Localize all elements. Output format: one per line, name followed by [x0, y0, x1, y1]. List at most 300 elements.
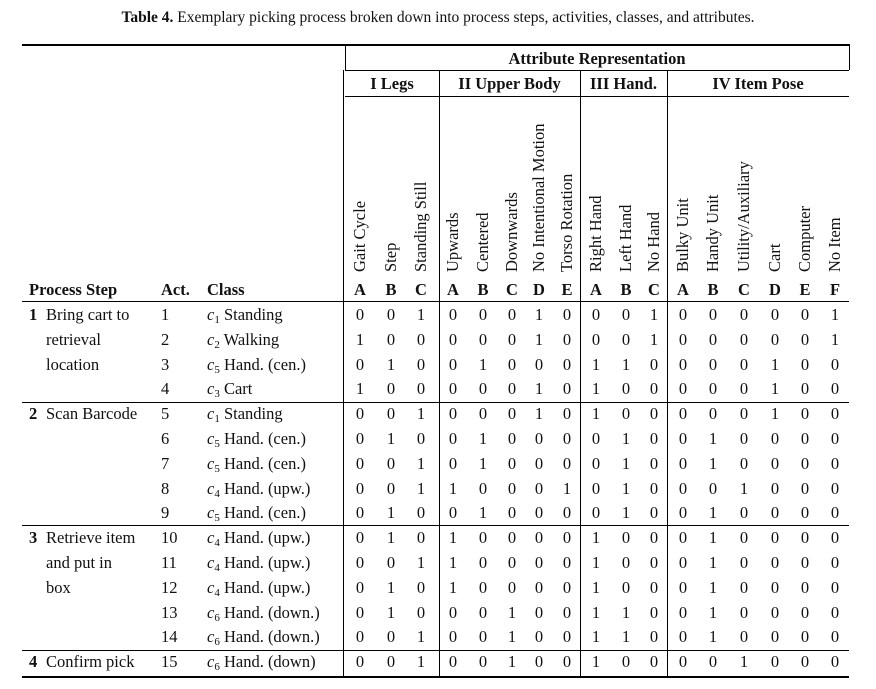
- value-cell: 0: [678, 627, 688, 647]
- value-cell: 0: [386, 652, 396, 672]
- value-cell: 1: [591, 354, 601, 374]
- class-var: c: [207, 305, 215, 324]
- attribute-label: Left Hand: [616, 204, 635, 272]
- column-letter: B: [707, 280, 719, 299]
- act-number: 13: [161, 602, 178, 622]
- value-cell: 0: [507, 577, 517, 597]
- value-cell: 1: [416, 652, 426, 672]
- value-cell: 0: [649, 429, 659, 448]
- class-subscript: 5: [214, 462, 220, 475]
- value-cell: 1: [591, 652, 601, 672]
- act-number: 9: [161, 503, 170, 523]
- class-name: Standing: [219, 404, 283, 424]
- value-cell: 1: [355, 379, 365, 399]
- value-cell: 0: [708, 404, 718, 424]
- value-cell: 0: [800, 453, 810, 473]
- column-letter: E: [561, 280, 573, 299]
- value-cell: 0: [830, 652, 840, 672]
- value-cell: 0: [355, 478, 365, 498]
- value-cell: 0: [448, 354, 458, 374]
- value-cell: 0: [830, 453, 840, 473]
- class-name: Hand. (cen.): [219, 453, 306, 473]
- value-cell: 0: [534, 602, 544, 622]
- step-label: location: [46, 354, 100, 374]
- value-cell: 0: [621, 379, 631, 399]
- value-cell: 0: [770, 329, 780, 349]
- value-cell: 0: [708, 478, 718, 498]
- value-cell: 0: [830, 379, 840, 399]
- value-cell: 0: [800, 503, 810, 523]
- value-cell: 1: [386, 528, 396, 548]
- act-number: 15: [161, 652, 178, 672]
- value-cell: 1: [534, 404, 544, 424]
- column-letter: A: [590, 280, 602, 299]
- header-class: Class: [207, 280, 245, 299]
- value-cell: 0: [534, 429, 544, 448]
- value-cell: 1: [416, 305, 426, 324]
- act-number: 1: [161, 305, 170, 324]
- attribute-label: Gait Cycle: [350, 200, 369, 272]
- class-label: [207, 652, 316, 677]
- value-cell: 0: [534, 627, 544, 647]
- value-cell: 0: [739, 453, 749, 473]
- value-cell: 0: [800, 528, 810, 548]
- value-cell: 0: [507, 553, 517, 572]
- value-cell: 0: [507, 404, 517, 424]
- value-cell: 0: [562, 577, 572, 597]
- value-cell: 0: [621, 577, 631, 597]
- value-cell: 1: [386, 429, 396, 448]
- value-cell: 0: [562, 627, 572, 647]
- value-cell: 1: [355, 329, 365, 349]
- column-letter: D: [769, 280, 781, 299]
- value-cell: 0: [448, 305, 458, 324]
- act-number: 8: [161, 478, 170, 498]
- step-number: 4: [29, 652, 38, 672]
- class-var: c: [207, 453, 215, 473]
- value-cell: 0: [621, 528, 631, 548]
- step-divider: [22, 650, 849, 651]
- class-name: Hand. (down.): [219, 627, 320, 647]
- value-cell: 1: [591, 404, 601, 424]
- class-name: Hand. (down.): [219, 602, 320, 622]
- value-cell: 0: [562, 404, 572, 424]
- value-cell: 0: [678, 528, 688, 548]
- step-label: Bring cart to: [46, 305, 130, 324]
- attribute-label: Computer: [795, 206, 814, 272]
- value-cell: 1: [534, 379, 544, 399]
- step-label: and put in: [46, 553, 112, 572]
- class-subscript: 3: [214, 388, 220, 401]
- value-cell: 1: [708, 429, 718, 448]
- value-cell: 0: [562, 528, 572, 548]
- value-cell: 1: [830, 305, 840, 324]
- super-header: Attribute Representation: [508, 49, 686, 68]
- header-act: Act.: [161, 280, 190, 299]
- value-cell: 0: [739, 627, 749, 647]
- group-header: I Legs: [370, 74, 414, 93]
- value-cell: 0: [678, 453, 688, 473]
- value-cell: 0: [800, 305, 810, 324]
- value-cell: 1: [621, 429, 631, 448]
- class-var: c: [207, 429, 215, 448]
- value-cell: 0: [386, 305, 396, 324]
- value-cell: 1: [591, 577, 601, 597]
- value-cell: 1: [386, 602, 396, 622]
- group-header: III Hand.: [590, 74, 657, 93]
- value-cell: 1: [770, 354, 780, 374]
- value-cell: 0: [562, 553, 572, 572]
- value-cell: 0: [448, 404, 458, 424]
- value-cell: 1: [621, 478, 631, 498]
- value-cell: 0: [386, 453, 396, 473]
- class-var: c: [207, 602, 215, 622]
- class-var: c: [207, 478, 215, 498]
- value-cell: 0: [448, 453, 458, 473]
- value-cell: 0: [416, 528, 426, 548]
- value-cell: 0: [678, 379, 688, 399]
- column-divider: [849, 44, 850, 70]
- value-cell: 0: [534, 503, 544, 523]
- caption-label: Table 4.: [121, 9, 174, 26]
- value-cell: 0: [830, 503, 840, 523]
- value-cell: 0: [416, 429, 426, 448]
- class-name: Hand. (cen.): [219, 429, 306, 448]
- value-cell: 1: [448, 553, 458, 572]
- value-cell: 0: [708, 329, 718, 349]
- step-label: Scan Barcode: [46, 404, 138, 424]
- class-label: [207, 578, 310, 603]
- value-cell: 0: [649, 652, 659, 672]
- group-header: II Upper Body: [458, 74, 561, 93]
- value-cell: 0: [478, 305, 488, 324]
- class-var: c: [207, 553, 215, 572]
- value-cell: 0: [739, 503, 749, 523]
- caption-text: Exemplary picking process broken down into process steps, activities, classes, and attributes.: [177, 9, 755, 26]
- header-process-step: Process Step: [29, 280, 118, 299]
- class-subscript: 4: [214, 487, 220, 500]
- class-subscript: 2: [214, 338, 220, 351]
- value-cell: 0: [355, 503, 365, 523]
- value-cell: 1: [708, 577, 718, 597]
- act-number: 3: [161, 354, 170, 374]
- attribute-label: No Item: [825, 217, 844, 272]
- value-cell: 0: [739, 577, 749, 597]
- value-cell: 0: [621, 652, 631, 672]
- act-number: 11: [161, 553, 177, 572]
- value-cell: 0: [678, 503, 688, 523]
- value-cell: 0: [416, 602, 426, 622]
- value-cell: 0: [591, 478, 601, 498]
- column-letter: C: [506, 280, 518, 299]
- value-cell: 0: [770, 577, 780, 597]
- class-label: [207, 330, 279, 355]
- value-cell: 0: [355, 305, 365, 324]
- value-cell: 0: [739, 429, 749, 448]
- value-cell: 1: [534, 329, 544, 349]
- value-cell: 0: [770, 503, 780, 523]
- value-cell: 1: [478, 429, 488, 448]
- value-cell: 0: [478, 478, 488, 498]
- act-number: 5: [161, 404, 170, 424]
- value-cell: 1: [416, 404, 426, 424]
- value-cell: 0: [678, 305, 688, 324]
- value-cell: 1: [591, 379, 601, 399]
- value-cell: 1: [739, 478, 749, 498]
- value-cell: 1: [591, 627, 601, 647]
- act-number: 7: [161, 453, 170, 473]
- value-cell: 0: [739, 528, 749, 548]
- value-cell: 0: [448, 379, 458, 399]
- attribute-label: Utility/Auxiliary: [734, 161, 753, 272]
- value-cell: 0: [678, 652, 688, 672]
- value-cell: 0: [800, 379, 810, 399]
- value-cell: 1: [478, 503, 488, 523]
- value-cell: 0: [739, 354, 749, 374]
- column-letter: B: [620, 280, 632, 299]
- class-label: [207, 479, 310, 504]
- value-cell: 0: [355, 404, 365, 424]
- class-subscript: 6: [214, 661, 220, 674]
- value-cell: 0: [478, 404, 488, 424]
- attribute-label: Bulky Unit: [673, 198, 692, 272]
- value-cell: 1: [534, 305, 544, 324]
- attribute-label: Upwards: [443, 212, 462, 272]
- attribute-label: Handy Unit: [703, 194, 722, 272]
- value-cell: 1: [708, 602, 718, 622]
- step-number: 1: [29, 305, 38, 324]
- column-letter: C: [738, 280, 750, 299]
- value-cell: 0: [649, 627, 659, 647]
- value-cell: 0: [478, 379, 488, 399]
- value-cell: 1: [649, 305, 659, 324]
- value-cell: 0: [355, 453, 365, 473]
- value-cell: 0: [708, 652, 718, 672]
- value-cell: 0: [678, 577, 688, 597]
- attribute-label: Standing Still: [411, 181, 430, 272]
- step-divider: [22, 402, 849, 403]
- value-cell: 0: [800, 652, 810, 672]
- value-cell: 0: [800, 577, 810, 597]
- value-cell: 0: [478, 627, 488, 647]
- class-name: Standing: [219, 305, 283, 324]
- value-cell: 1: [448, 528, 458, 548]
- step-number: 3: [29, 528, 38, 548]
- value-cell: 1: [591, 553, 601, 572]
- value-cell: 0: [800, 354, 810, 374]
- value-cell: 0: [649, 577, 659, 597]
- value-cell: 0: [448, 503, 458, 523]
- class-label: [207, 379, 252, 404]
- value-cell: 0: [562, 379, 572, 399]
- class-subscript: 5: [214, 438, 220, 450]
- value-cell: 0: [800, 602, 810, 622]
- act-number: 14: [161, 627, 178, 647]
- group-header-rule: [345, 96, 849, 97]
- value-cell: 0: [621, 553, 631, 572]
- value-cell: 1: [770, 379, 780, 399]
- value-cell: 0: [478, 553, 488, 572]
- value-cell: 0: [649, 354, 659, 374]
- value-cell: 1: [562, 478, 572, 498]
- class-label: [207, 404, 283, 429]
- value-cell: 1: [507, 602, 517, 622]
- class-label: [207, 355, 306, 380]
- value-cell: 0: [591, 305, 601, 324]
- attribute-label: Torso Rotation: [557, 173, 576, 272]
- value-cell: 0: [355, 354, 365, 374]
- value-cell: 0: [739, 379, 749, 399]
- value-cell: 1: [621, 627, 631, 647]
- attribute-label: Downwards: [502, 192, 521, 272]
- class-name: Walking: [219, 329, 280, 349]
- step-label: Confirm pick: [46, 652, 135, 672]
- class-label: [207, 603, 320, 628]
- value-cell: 0: [562, 429, 572, 448]
- class-var: c: [207, 404, 215, 424]
- value-cell: 0: [830, 478, 840, 498]
- column-divider: [580, 70, 581, 676]
- value-cell: 0: [507, 453, 517, 473]
- value-cell: 0: [830, 602, 840, 622]
- value-cell: 1: [416, 553, 426, 572]
- step-label: Retrieve item: [46, 528, 136, 548]
- class-var: c: [207, 577, 215, 597]
- group-header: IV Item Pose: [712, 74, 804, 93]
- class-name: Hand. (cen.): [219, 503, 306, 523]
- value-cell: 0: [416, 379, 426, 399]
- value-cell: 1: [416, 627, 426, 647]
- attribute-label: Centered: [473, 212, 492, 272]
- class-label: [207, 429, 306, 454]
- value-cell: 0: [621, 305, 631, 324]
- class-var: c: [207, 528, 215, 548]
- value-cell: 0: [708, 354, 718, 374]
- value-cell: 0: [678, 478, 688, 498]
- attribute-label: No Hand: [644, 211, 663, 272]
- value-cell: 0: [386, 404, 396, 424]
- value-cell: 0: [591, 503, 601, 523]
- value-cell: 0: [770, 305, 780, 324]
- value-cell: 0: [355, 602, 365, 622]
- super-header-rule: [345, 70, 849, 71]
- value-cell: 0: [355, 429, 365, 448]
- class-var: c: [207, 627, 215, 647]
- value-cell: 0: [562, 354, 572, 374]
- value-cell: 1: [649, 329, 659, 349]
- value-cell: 0: [562, 503, 572, 523]
- value-cell: 1: [739, 652, 749, 672]
- value-cell: 1: [478, 453, 488, 473]
- value-cell: 0: [562, 329, 572, 349]
- value-cell: 0: [386, 329, 396, 349]
- column-letter: A: [447, 280, 459, 299]
- value-cell: 0: [678, 429, 688, 448]
- value-cell: 0: [770, 652, 780, 672]
- class-name: Hand. (upw.): [219, 528, 311, 548]
- attribute-label: Right Hand: [586, 195, 605, 272]
- value-cell: 1: [770, 404, 780, 424]
- value-cell: 0: [478, 528, 488, 548]
- value-cell: 0: [507, 329, 517, 349]
- value-cell: 0: [507, 354, 517, 374]
- class-subscript: 6: [214, 636, 220, 649]
- value-cell: 0: [649, 553, 659, 572]
- class-label: [207, 503, 306, 528]
- value-cell: 0: [678, 404, 688, 424]
- value-cell: 0: [507, 379, 517, 399]
- value-cell: 0: [649, 602, 659, 622]
- value-cell: 0: [562, 602, 572, 622]
- class-subscript: 5: [214, 363, 220, 376]
- step-label: retrieval: [46, 329, 101, 349]
- value-cell: 0: [649, 404, 659, 424]
- value-cell: 0: [830, 553, 840, 572]
- class-subscript: 5: [214, 512, 220, 525]
- value-cell: 0: [534, 354, 544, 374]
- value-cell: 1: [448, 478, 458, 498]
- value-cell: 0: [534, 528, 544, 548]
- value-cell: 0: [770, 553, 780, 572]
- value-cell: 0: [416, 503, 426, 523]
- class-subscript: 4: [214, 537, 220, 550]
- attribute-label: Step: [381, 242, 400, 272]
- value-cell: 0: [678, 602, 688, 622]
- value-cell: 1: [708, 528, 718, 548]
- value-cell: 0: [678, 553, 688, 572]
- column-letter: A: [677, 280, 689, 299]
- value-cell: 0: [739, 602, 749, 622]
- class-subscript: 1: [214, 413, 220, 426]
- value-cell: 0: [770, 453, 780, 473]
- value-cell: 0: [562, 453, 572, 473]
- value-cell: 1: [478, 354, 488, 374]
- act-number: 10: [161, 528, 178, 548]
- step-label: box: [46, 577, 71, 597]
- value-cell: 0: [355, 577, 365, 597]
- value-cell: 0: [448, 602, 458, 622]
- value-cell: 0: [770, 627, 780, 647]
- attribute-label: Cart: [765, 243, 784, 272]
- value-cell: 0: [830, 528, 840, 548]
- column-letter: A: [354, 280, 366, 299]
- column-letter: B: [385, 280, 397, 299]
- class-name: Hand. (upw.): [219, 553, 311, 572]
- class-label: [207, 454, 306, 479]
- value-cell: 0: [478, 329, 488, 349]
- value-cell: 0: [649, 528, 659, 548]
- value-cell: 0: [507, 478, 517, 498]
- value-cell: 1: [591, 528, 601, 548]
- value-cell: 0: [830, 577, 840, 597]
- value-cell: 0: [507, 429, 517, 448]
- value-cell: 0: [591, 453, 601, 473]
- value-cell: 0: [478, 577, 488, 597]
- value-cell: 0: [591, 429, 601, 448]
- value-cell: 0: [621, 329, 631, 349]
- value-cell: 0: [830, 627, 840, 647]
- top-rule: [22, 44, 849, 46]
- value-cell: 0: [386, 627, 396, 647]
- class-var: c: [207, 503, 215, 523]
- value-cell: 0: [770, 429, 780, 448]
- value-cell: 0: [562, 305, 572, 324]
- value-cell: 0: [739, 329, 749, 349]
- class-name: Cart: [219, 379, 253, 399]
- value-cell: 0: [830, 429, 840, 448]
- column-letter: D: [533, 280, 545, 299]
- value-cell: 1: [708, 453, 718, 473]
